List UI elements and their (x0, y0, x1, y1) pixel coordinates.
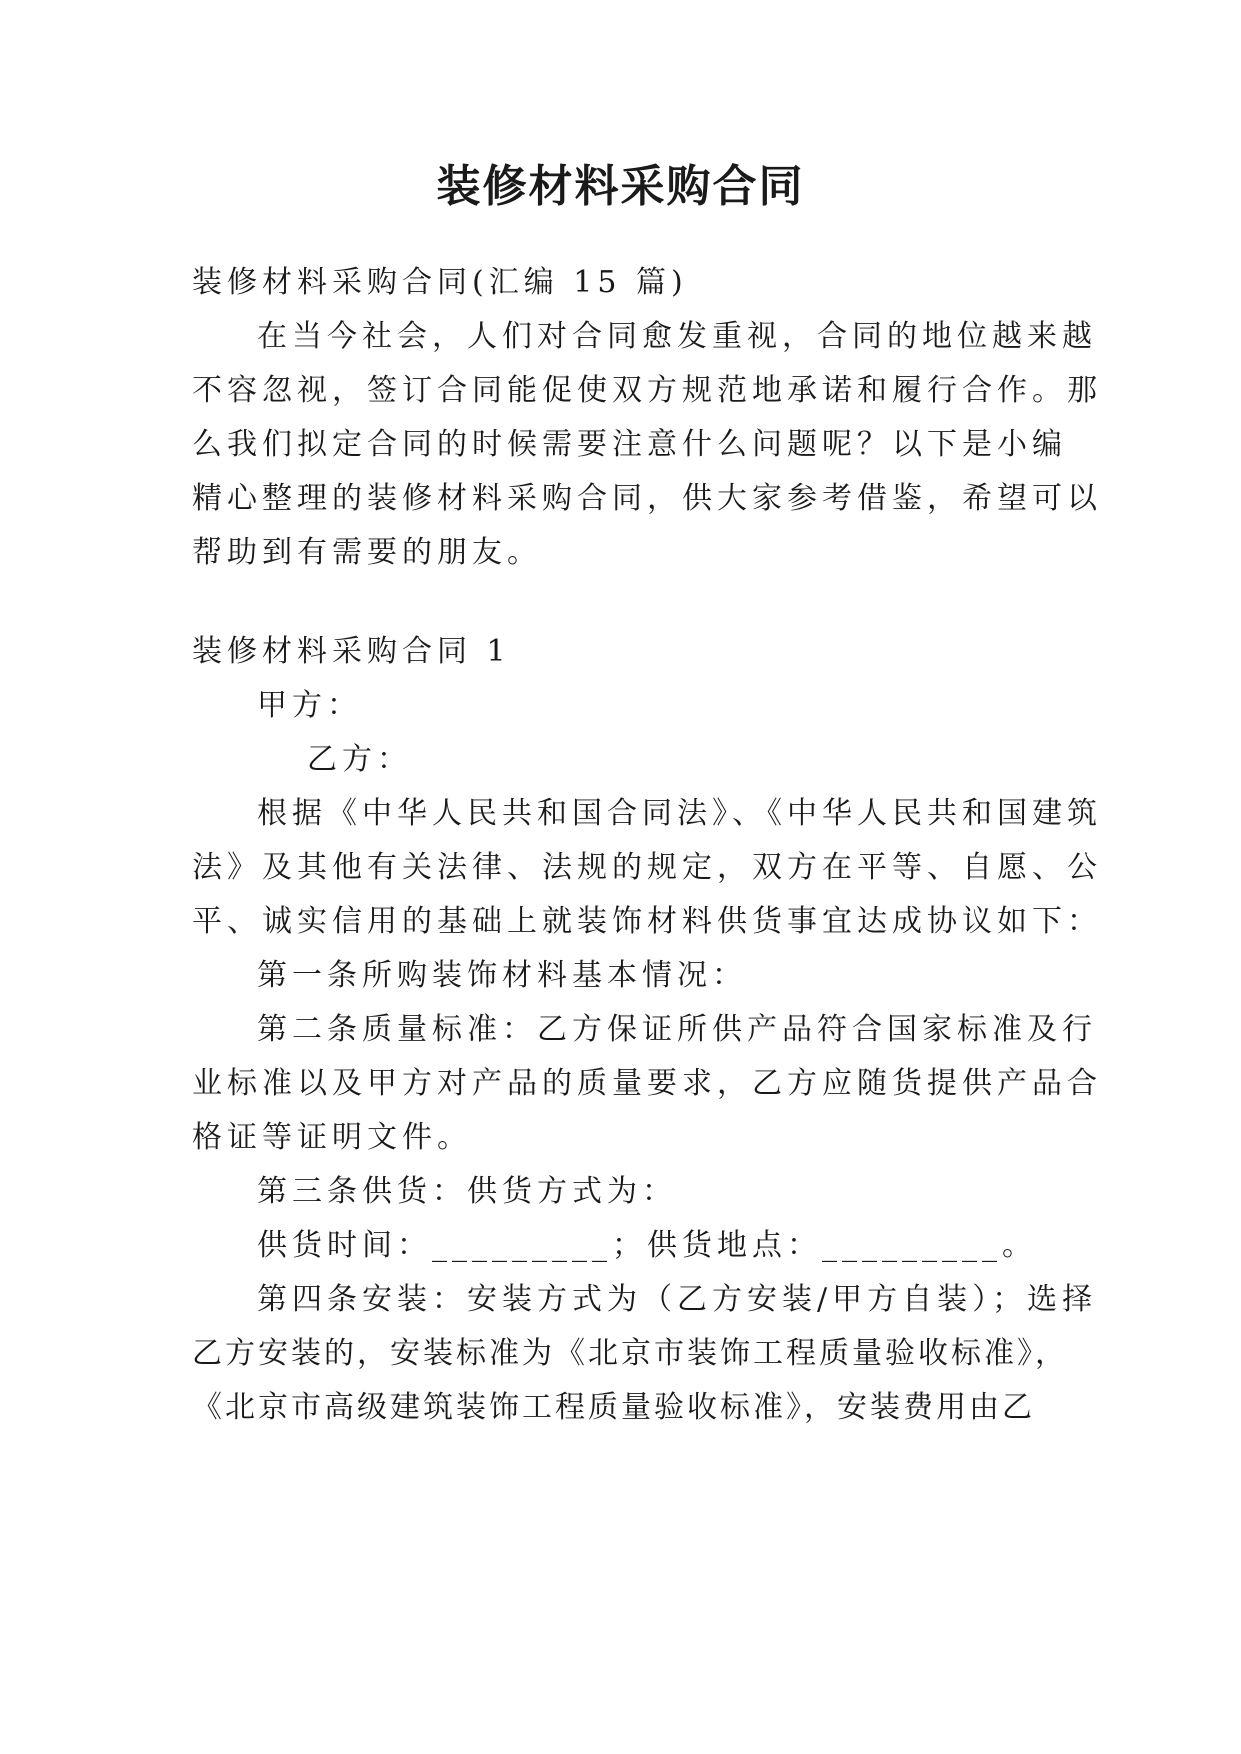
body-line: 法》及其他有关法律、法规的规定，双方在平等、自愿、公 (192, 850, 1102, 885)
body-line: 第三条供货：供货方式为： (257, 1174, 677, 1209)
document-subtitle: 装修材料采购合同(汇编 15 篇) (192, 265, 688, 300)
intro-line: 在当今社会，人们对合同愈发重视，合同的地位越来越 (257, 319, 1097, 354)
intro-line: 帮助到有需要的朋友。 (192, 535, 542, 570)
party-b-label: 乙方： (307, 742, 412, 777)
body-line: 第四条安装：安装方式为（乙方安装/甲方自装）；选择 (257, 1282, 1098, 1317)
body-line: 乙方安装的，安装标准为《北京市装饰工程质量验收标准》， (192, 1336, 1068, 1371)
body-line: 平、诚实信用的基础上就装饰材料供货事宜达成协议如下： (192, 904, 1102, 939)
intro-line: 不容忽视，签订合同能促使双方规范地承诺和履行合作。那 (192, 373, 1102, 408)
body-line: 第一条所购装饰材料基本情况： (257, 958, 747, 993)
body-line: 业标准以及甲方对产品的质量要求，乙方应随货提供产品合 (192, 1066, 1102, 1101)
intro-line: 精心整理的装修材料采购合同，供大家参考借鉴，希望可以 (192, 481, 1102, 516)
body-line: 《北京市高级建筑装饰工程质量验收标准》，安装费用由乙 (192, 1390, 1035, 1425)
section-heading: 装修材料采购合同 1 (192, 634, 511, 669)
body-line: 第二条质量标准：乙方保证所供产品符合国家标准及行 (257, 1012, 1097, 1047)
body-line: 供货时间：_________；供货地点：_________。 (257, 1228, 1037, 1263)
document-title: 装修材料采购合同 (436, 161, 805, 212)
body-line: 根据《中华人民共和国合同法》、《中华人民共和国建筑 (257, 796, 1102, 831)
intro-line: 么我们拟定合同的时候需要注意什么问题呢？以下是小编 (192, 427, 1067, 462)
body-line: 格证等证明文件。 (192, 1120, 472, 1155)
party-a-label: 甲方： (257, 688, 362, 723)
